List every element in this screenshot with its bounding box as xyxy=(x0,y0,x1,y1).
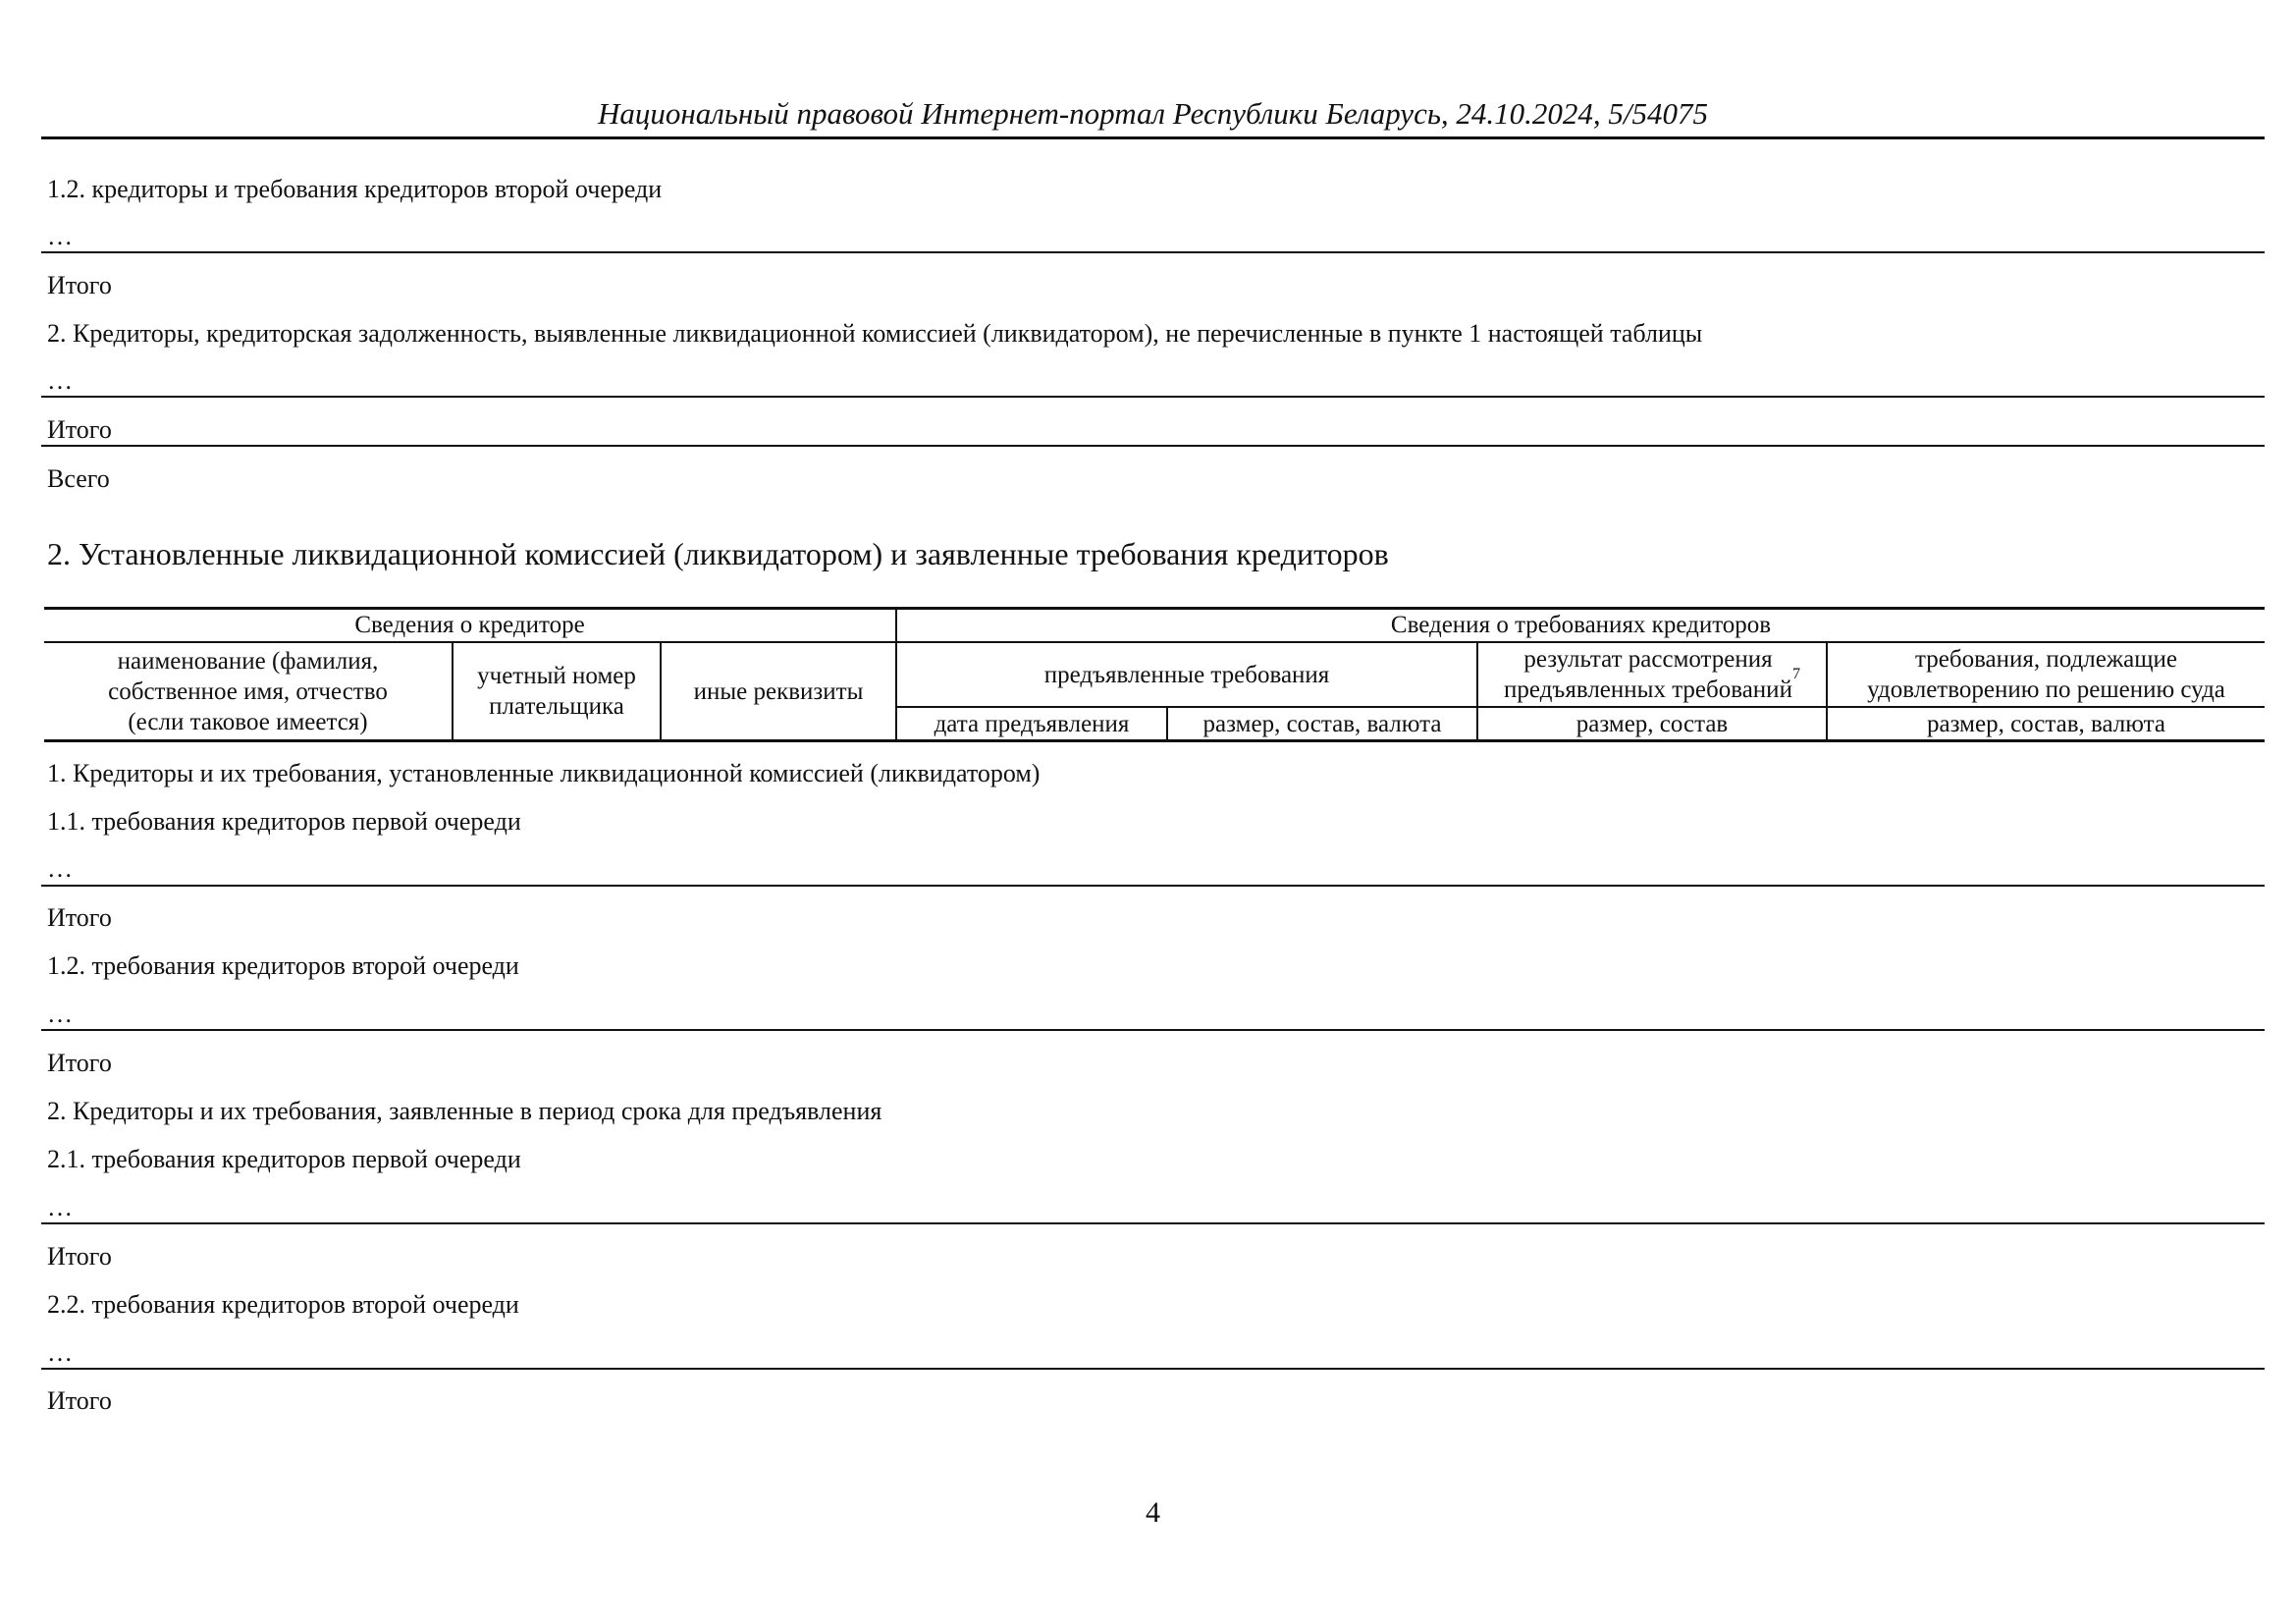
row-divider xyxy=(41,885,2265,887)
header-court-claims: требования, подлежащие удовлетворению по решению суда xyxy=(1867,646,2225,703)
row-declared-creditors: 2. Кредиторы и их требования, заявленные в период срока для предъявления xyxy=(47,1097,882,1125)
total-row: Итого xyxy=(47,1242,112,1271)
total-row: Итого xyxy=(47,1049,112,1077)
ellipsis-row: … xyxy=(47,222,73,250)
row-established-creditors: 1. Кредиторы и их требования, установленные ликвидационной комиссией (ликвидатором) xyxy=(47,759,1041,787)
item-1-2-second-priority: 1.2. кредиторы и требования кредиторов второй очереди xyxy=(47,175,663,203)
ellipsis-row: … xyxy=(47,1000,73,1028)
header-payer-number: учетный номер плательщика xyxy=(477,663,636,720)
row-divider xyxy=(41,251,2265,253)
total-row: Итого xyxy=(47,1386,112,1415)
review-result-label: результат рассмотрения предъявленных требований xyxy=(1504,646,1792,703)
row-1-1-first-priority: 1.1. требования кредиторов первой очереди xyxy=(47,807,521,836)
row-divider xyxy=(41,1222,2265,1224)
item-2-identified-creditors: 2. Кредиторы, кредиторская задолженность, выявленные ликвидационной комиссией (ликвидатором), не перечисленные в пункте 1 настоящей таблицы xyxy=(47,319,1703,348)
row-divider xyxy=(41,1029,2265,1031)
subheader-amount-currency-court: размер, состав, валюта xyxy=(1927,710,2165,737)
table-header-bottom-border xyxy=(44,739,2265,742)
subheader-amount-currency: размер, состав, валюта xyxy=(1202,710,1442,737)
section-2-title: 2. Установленные ликвидационной комиссией (ликвидатором) и заявленные требования кредиторов xyxy=(47,536,1389,571)
ellipsis-row: … xyxy=(47,1193,73,1221)
total-row: Итого xyxy=(47,903,112,932)
header-presented-claims: предъявленные требования xyxy=(1043,661,1330,688)
grand-total-row: Всего xyxy=(47,464,110,493)
header-creditor-info: Сведения о кредиторе xyxy=(354,612,585,638)
header-rule xyxy=(41,136,2265,139)
row-2-1-first-priority: 2.1. требования кредиторов первой очереди xyxy=(47,1145,521,1173)
subheader-date-presented: дата предъявления xyxy=(934,710,1130,737)
ellipsis-row: … xyxy=(47,366,73,395)
header-review-result: результат рассмотрения предъявленных требований 7 xyxy=(1504,646,1800,703)
header-other-details: иные реквизиты xyxy=(693,677,864,705)
page-header-title: Национальный правовой Интернет-портал Республики Беларусь, 24.10.2024, 5/54075 xyxy=(597,96,1709,131)
ellipsis-row: … xyxy=(47,1338,73,1367)
row-divider xyxy=(41,396,2265,398)
header-creditor-name: наименование (фамилия, собственное имя, отчество (если таковое имеется) xyxy=(108,647,388,735)
row-1-2-second-priority: 1.2. требования кредиторов второй очереди xyxy=(47,951,519,980)
row-divider xyxy=(41,1368,2265,1370)
page-number: 4 xyxy=(1146,1496,1160,1529)
total-row: Итого xyxy=(47,415,112,444)
header-claims-info: Сведения о требованиях кредиторов xyxy=(1390,612,1772,638)
row-divider xyxy=(41,445,2265,447)
ellipsis-row: … xyxy=(47,854,73,883)
row-2-2-second-priority: 2.2. требования кредиторов второй очереди xyxy=(47,1290,519,1319)
total-row: Итого xyxy=(47,271,112,299)
subheader-amount: размер, состав xyxy=(1575,710,1729,737)
